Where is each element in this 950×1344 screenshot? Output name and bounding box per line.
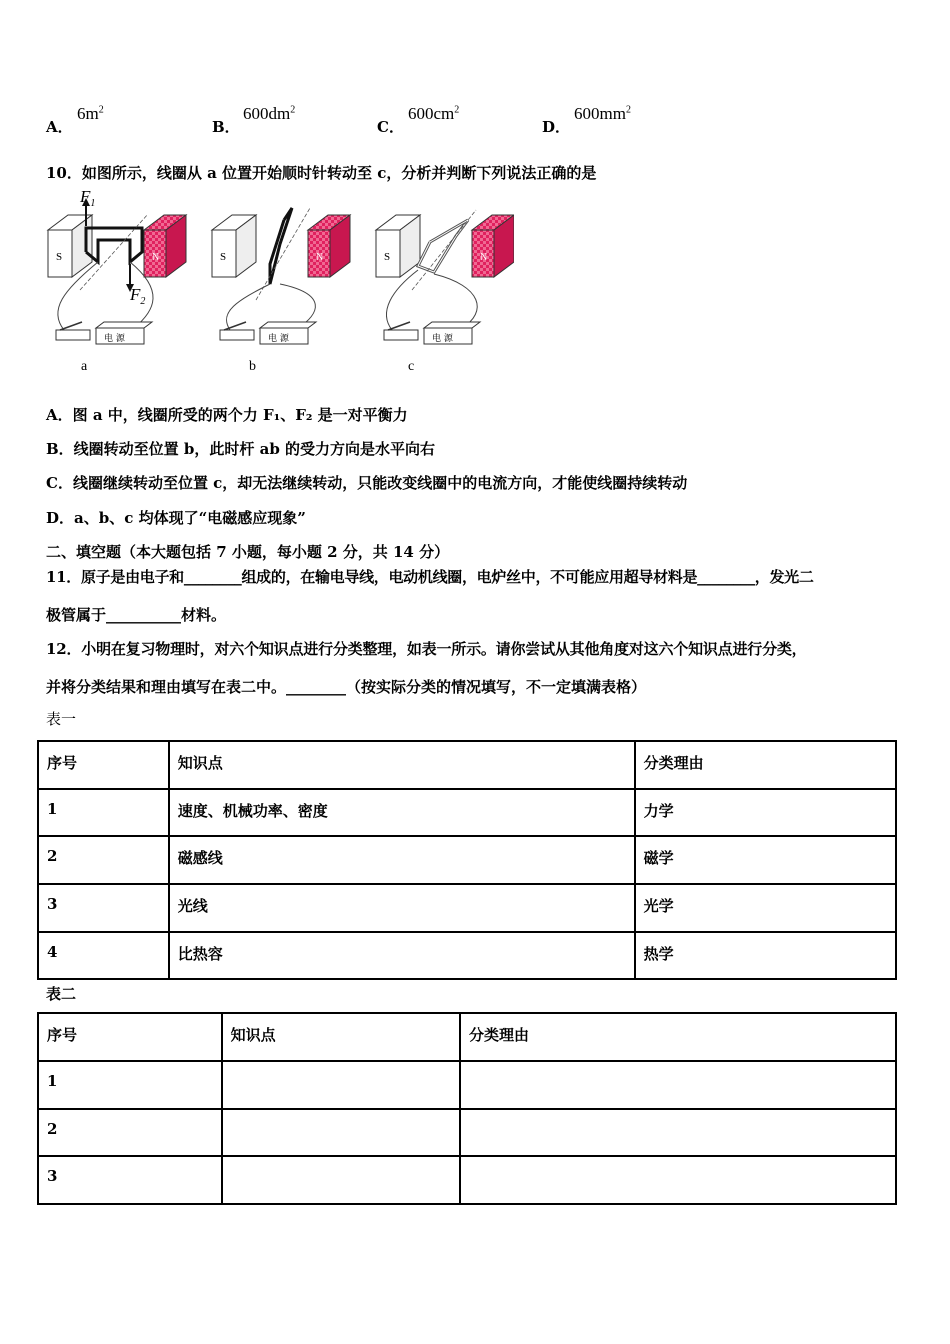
option-sup: 2 — [290, 104, 296, 116]
cell-reason: 磁学 — [635, 836, 896, 884]
q9-option-b — [212, 116, 240, 137]
q11-line-2: 极管属于__________材料。 — [46, 606, 227, 624]
option-sup: 2 — [625, 104, 631, 116]
cell-reason[interactable] — [460, 1109, 896, 1156]
cell-index: 1 — [38, 1061, 222, 1109]
figure-label-a: a — [81, 359, 88, 374]
q9-option-d-value — [574, 104, 631, 124]
cell-index: 2 — [38, 1109, 222, 1156]
cell-index: 2 — [38, 836, 169, 884]
cell-reason[interactable] — [460, 1061, 896, 1109]
option-letter: D． — [542, 118, 571, 136]
cell-reason: 热学 — [635, 932, 896, 979]
cell-knowledge: 磁感线 — [169, 836, 635, 884]
cell-index: 3 — [38, 884, 169, 932]
cell-index: 1 — [38, 789, 169, 836]
table-row — [38, 884, 896, 932]
q12-line-2: 并将分类结果和理由填写在表二中。________（按实际分类的情况填写，不一定填满表格） — [46, 678, 647, 696]
magnet-n-label: N — [152, 252, 160, 263]
cell-knowledge: 速度、机械功率、密度 — [169, 789, 635, 836]
section-2-heading: 二、填空题（本大题包括 7 小题，每小题 2 分，共 14 分） — [46, 543, 450, 561]
header-cell-knowledge: 知识点 — [222, 1013, 460, 1061]
cell-knowledge: 比热容 — [169, 932, 635, 979]
cell-reason: 光学 — [635, 884, 896, 932]
magnet-s-label: S — [56, 251, 63, 263]
magnet-s-label: S — [220, 251, 227, 263]
figure-label-c: c — [408, 359, 415, 374]
option-sup: 2 — [98, 104, 104, 116]
table-2-caption: 表二 — [46, 985, 77, 1003]
q11-line-1: 11．原子是由电子和________组成的，在输电导线，电动机线圈，电炉丝中，不可能应用超导材料是________，发光二 — [46, 568, 814, 586]
q10-option-a: A．图 a 中，线圈所受的两个力 F₁、F₂ 是一对平衡力 — [46, 406, 408, 424]
q9-option-c — [377, 116, 404, 137]
table-row — [38, 1109, 896, 1156]
header-cell-knowledge: 知识点 — [169, 741, 635, 789]
table-row — [38, 1156, 896, 1204]
magnet-n-label: N — [316, 252, 324, 263]
magnet-n-label: N — [480, 252, 488, 263]
table-row — [38, 836, 896, 884]
option-value: 600cm — [408, 104, 455, 123]
figure-label-b: b — [249, 359, 256, 374]
table-2 — [37, 1012, 897, 1205]
cell-index: 3 — [38, 1156, 222, 1204]
cell-reason[interactable] — [460, 1156, 896, 1204]
cell-knowledge[interactable] — [222, 1109, 460, 1156]
header-cell-reason: 分类理由 — [635, 741, 896, 789]
option-sup: 2 — [454, 104, 460, 116]
q9-option-a-value — [77, 104, 104, 124]
option-value: 600mm — [574, 104, 626, 123]
table-1 — [37, 740, 897, 980]
q9-option-d — [542, 116, 570, 137]
header-cell-index: 序号 — [38, 1013, 222, 1061]
magnet-s-label: S — [384, 251, 391, 263]
q12-line-1: 12．小明在复习物理时，对六个知识点进行分类整理，如表一所示。请你尝试从其他角度对这六个知识点进行分类， — [46, 640, 807, 658]
cell-knowledge: 光线 — [169, 884, 635, 932]
option-value: 6m — [77, 104, 99, 123]
power-label: 电 源 — [104, 334, 125, 344]
table-row — [38, 1061, 896, 1109]
option-letter: A． — [46, 118, 73, 136]
cell-knowledge[interactable] — [222, 1061, 460, 1109]
q10-option-d: D．a、b、c 均体现了“电磁感应现象” — [46, 509, 306, 527]
header-cell-reason: 分类理由 — [460, 1013, 896, 1061]
power-label: 电 源 — [268, 334, 289, 344]
option-letter: B． — [212, 118, 240, 136]
panel-c — [376, 210, 514, 344]
cell-knowledge[interactable] — [222, 1156, 460, 1204]
panel-b — [212, 208, 350, 344]
force-f1-label: $F_1$ — [80, 190, 96, 209]
q10-option-b: B．线圈转动至位置 b，此时杆 ab 的受力方向是水平向右 — [46, 440, 436, 458]
table-row — [38, 932, 896, 979]
motor-coil-figure — [44, 190, 514, 375]
table-1-caption: 表一 — [46, 710, 77, 728]
force-f2-label: $F_2$ — [130, 285, 146, 307]
header-cell-index: 序号 — [38, 741, 169, 789]
panel-a — [48, 190, 186, 344]
cell-index: 4 — [38, 932, 169, 979]
option-letter: C． — [377, 118, 404, 136]
cell-reason: 力学 — [635, 789, 896, 836]
q9-option-b-value — [243, 104, 295, 124]
option-value: 600dm — [243, 104, 291, 123]
table-header-row — [38, 1013, 896, 1061]
q10-stem: 10．如图所示，线圈从 a 位置开始顺时针转动至 c，分析并判断下列说法正确的是 — [46, 164, 597, 182]
table-row — [38, 789, 896, 836]
q9-option-c-value — [408, 104, 459, 124]
q10-option-c: C．线圈继续转动至位置 c，却无法继续转动，只能改变线圈中的电流方向，才能使线圈持续转动 — [46, 474, 688, 492]
table-header-row — [38, 741, 896, 789]
q9-option-a — [46, 116, 73, 137]
power-label: 电 源 — [432, 334, 453, 344]
